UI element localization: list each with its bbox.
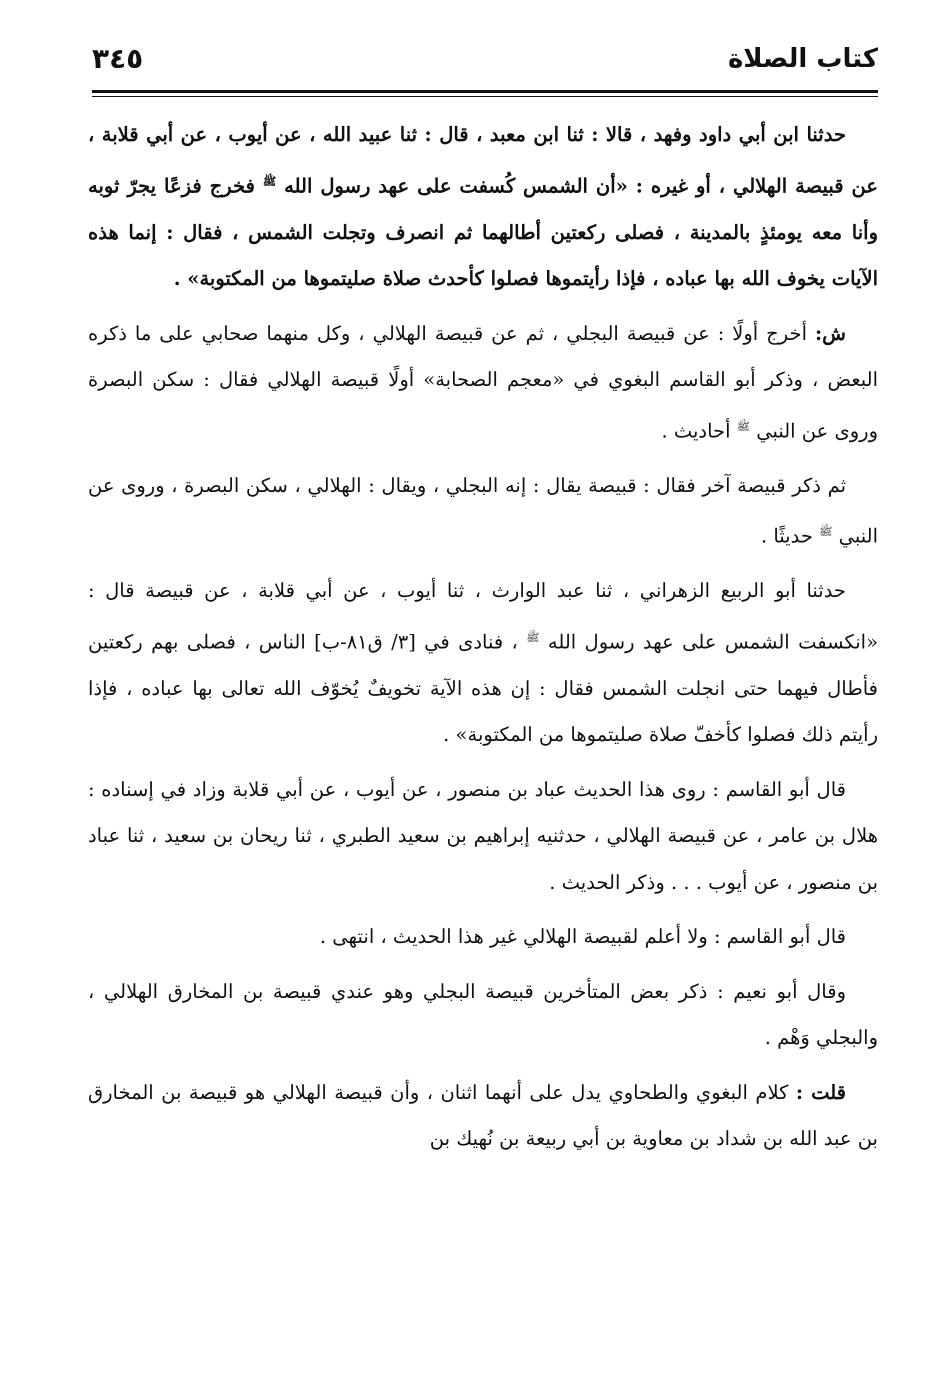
paragraph-hadith-1 <box>88 112 878 303</box>
paragraph-text: كلام البغوي والطحاوي يدل على أنهما اثنان ، وأن قبيصة الهلالي هو قبيصة بن المخارق بن عبد الله بن شداد بن معاوية بن أبي ربيعة بن نُهيك بن <box>88 1080 878 1150</box>
honorific-symbol: ﷺ <box>819 525 833 538</box>
paragraph-abu-nuaym <box>88 969 878 1062</box>
honorific-symbol: ﷺ <box>526 630 540 644</box>
paragraph-text: ثم ذكر قبيصة آخر فقال : قبيصة يقال : إنه البجلي ، ويقال : الهلالي ، سكن البصرة ، وروى عن النبي <box>88 473 878 548</box>
paragraph-text: حدثنا أبو الربيع الزهراني ، ثنا عبد الوارث ، ثنا أيوب ، عن أبي قلابة ، عن قبيصة قال : «انكسفت الشمس على عهد رسول الله <box>88 579 879 653</box>
header-rule-thick <box>92 90 878 93</box>
author-note-marker: قلت : <box>795 1080 846 1104</box>
paragraph-text: قال أبو القاسم : روى هذا الحديث عباد بن منصور ، عن أيوب ، عن أبي قلابة وزاد في إسناده : هلال بن عامر ، عن قبيصة الهلالي ، حدثنيه إبراهيم بن سعيد الطبري ، ثنا ريحان بن سعيد ، ثنا عباد بن منصور ، عن أيوب . . . وذكر الحديث . <box>88 777 878 894</box>
paragraph-text: أحاديث . <box>661 419 731 442</box>
paragraph-author-note <box>88 1070 878 1163</box>
paragraph-text: قال أبو القاسم : ولا أعلم لقبيصة الهلالي غير هذا الحديث ، انتهى . <box>319 925 846 948</box>
book-title: كتاب الصلاة <box>727 44 878 74</box>
paragraph-qabisa-other <box>88 463 878 561</box>
honorific-symbol: ﷺ <box>262 174 277 188</box>
paragraph-commentary <box>88 311 878 455</box>
page-number: ٣٤٥ <box>92 42 144 75</box>
paragraph-text: وقال أبو نعيم : ذكر بعض المتأخرين قبيصة البجلي وهو عندي قبيصة بن المخارق الهلالي ، والبجلي وَهْم . <box>88 979 878 1049</box>
paragraph-abu-qasim-2 <box>88 914 878 961</box>
header-rule-thin <box>92 96 878 97</box>
page-header <box>92 40 878 86</box>
paragraph-text: فخرج فزعًا يجرّ ثوبه وأنا معه يومئذٍ بالمدينة ، فصلى ركعتين أطالهما ثم انصرف وتجلت الشمس ، فقال : إنما هذه الآيات يخوف الله بها عباده ، فإذا رأيتموها فصلوا كأحدث صلاة صليتموها من المكتوبة» . <box>88 174 878 290</box>
commentary-marker: ش: <box>814 321 846 345</box>
paragraph-text: ، فنادى في [٣/ ق٨١-ب] الناس ، فصلى بهم ركعتين فأطال فيهما حتى انجلت الشمس فقال : إن هذه الآية تخويفٌ يُخوّف الله تعالى بها عباده ، فإذا رأيتم ذلك فصلوا كأخفّ صلاة صليتموها من المكتوبة» . <box>88 630 878 746</box>
paragraph-hadith-2 <box>88 568 878 759</box>
paragraph-text: حدثنا ابن أبي داود وفهد ، قالا : ثنا ابن معبد ، قال : ثنا عبيد الله ، عن أيوب ، عن أبي قلابة ، عن قبيصة الهلالي ، أو غيره : «أن الشمس كُسفت على عهد رسول الله <box>88 123 878 197</box>
paragraph-text: حديثًا . <box>760 524 813 548</box>
paragraph-abu-qasim-1 <box>88 767 878 907</box>
honorific-symbol: ﷺ <box>736 419 751 433</box>
paragraph-text: أخرج أولًا : عن قبيصة البجلي ، ثم عن قبيصة الهلالي ، وكل منهما صحابي على ما ذكره البعض ، وذكر أبو القاسم البغوي في «معجم الصحابة» أولًا قبيصة الهلالي فقال : سكن البصرة وروى عن النبي <box>88 321 878 442</box>
page-body <box>88 112 878 1171</box>
